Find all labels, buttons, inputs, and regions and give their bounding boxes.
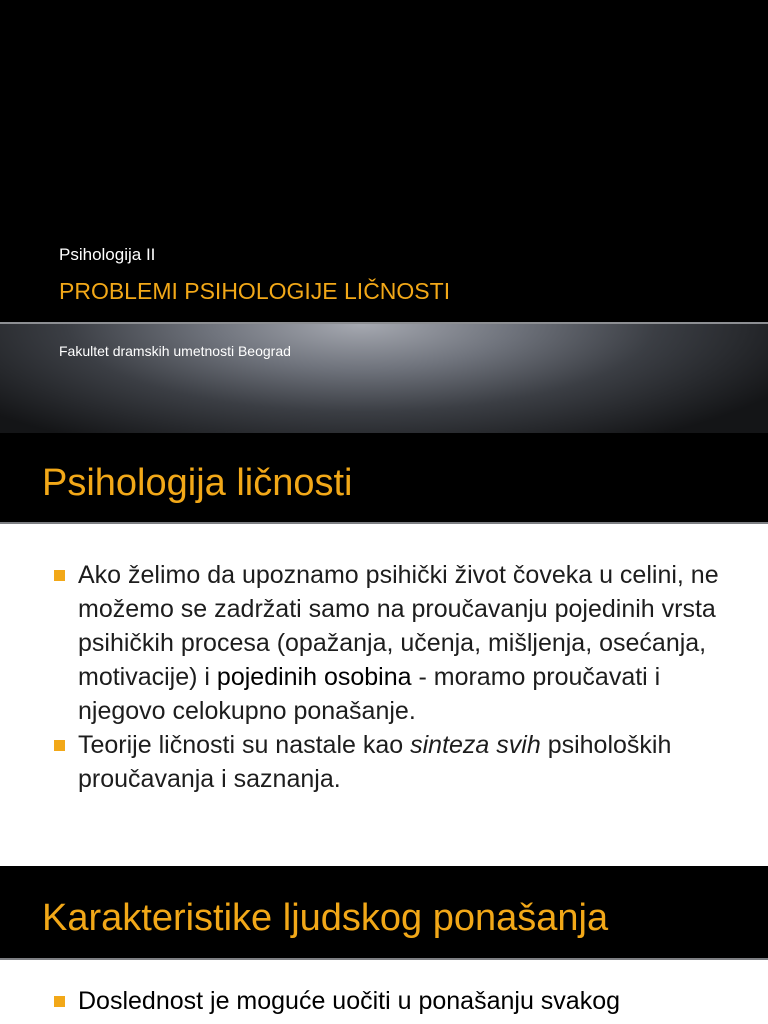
bullet-emphasis: sinteza svih [410, 731, 541, 759]
bullet-list [48, 984, 748, 1018]
organization-name: Fakultet dramskih umetnosti Beograd [59, 343, 291, 359]
slide-header [0, 433, 768, 524]
course-subtitle: Psihologija II [59, 245, 156, 264]
content-slide-personality [0, 433, 768, 866]
bullet-text: Doslednost je moguće uočiti u ponašanju svakog [78, 987, 621, 1015]
bullet-text: Teorije ličnosti su nastale kao [78, 731, 411, 759]
bullet-text: psiholoških proučavanja i saznanja. [78, 731, 672, 793]
content-slide-behavior [0, 866, 768, 1024]
slide-title: Karakteristike ljudskog ponašanja [42, 897, 609, 939]
bullet-list [48, 558, 748, 796]
square-bullet-icon [54, 570, 65, 581]
slide-header [0, 866, 768, 960]
title-slide [0, 0, 768, 433]
list-item [48, 984, 748, 1018]
slide-title: Psihologija ličnosti [42, 462, 353, 504]
bullet-text: Ako želimo da upoznamo psihički život čoveka u celini, ne možemo se zadržati samo na proučavanju pojedinih vrsta psihičkih procesa (opažanja, učenja, mišljenja, osećanja, motivacije) i [78, 561, 719, 691]
gradient-band [0, 324, 768, 433]
list-item [48, 558, 748, 728]
square-bullet-icon [54, 740, 65, 751]
bullet-text: - moramo proučavati i njegovo celokupno ponašanje. [78, 663, 661, 725]
presentation-title: PROBLEMI PSIHOLOGIJE LIČNOSTI [59, 278, 451, 304]
bullet-highlight: pojedinih osobina [216, 663, 412, 691]
square-bullet-icon [54, 996, 65, 1007]
list-item [48, 728, 748, 796]
